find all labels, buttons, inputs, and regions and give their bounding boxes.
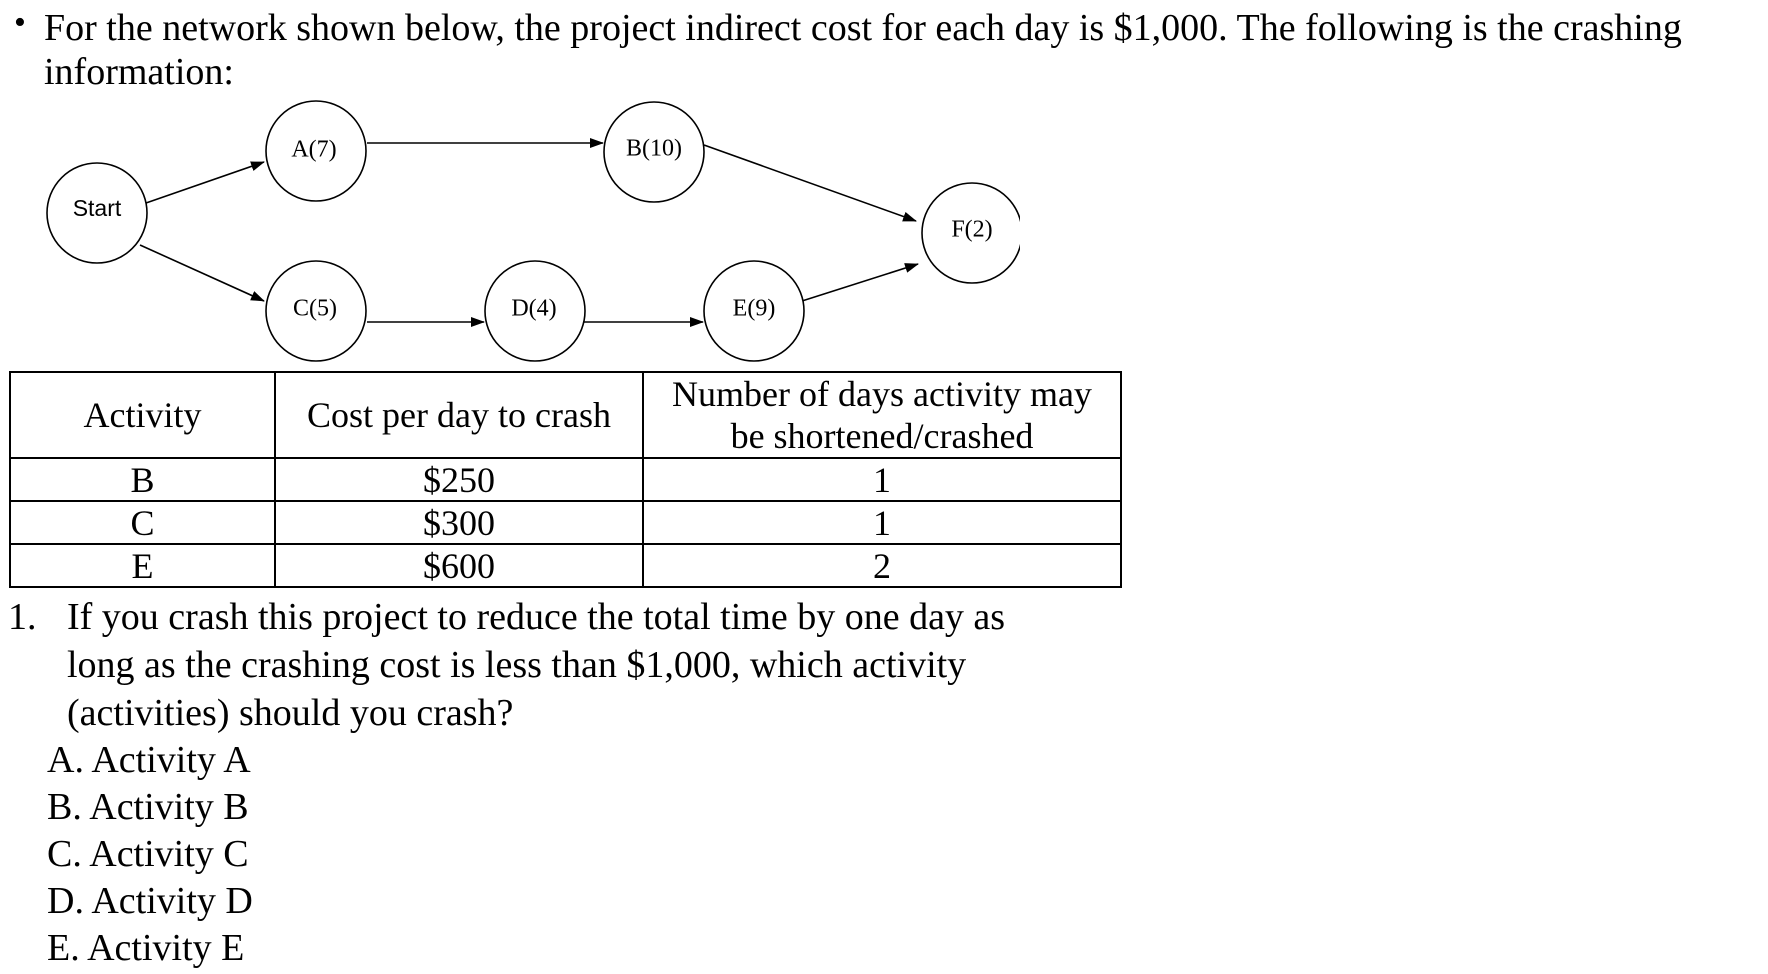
cell-days: 1 — [643, 501, 1121, 544]
option-c[interactable]: C. Activity C — [47, 833, 249, 875]
edge-start-c — [140, 245, 264, 301]
option-e[interactable]: E. Activity E — [47, 927, 245, 969]
crashing-table — [9, 371, 1122, 588]
cell-cost: $600 — [275, 544, 643, 587]
node-c-label: C(5) — [293, 295, 337, 322]
node-d-label: D(4) — [511, 295, 557, 322]
cell-days: 2 — [643, 544, 1121, 587]
intro-line-2: information: — [44, 51, 234, 93]
cell-activity: B — [10, 458, 275, 501]
question-line-1: If you crash this project to reduce the total time by one day as — [67, 596, 1006, 638]
project-network-diagram — [0, 95, 1020, 365]
cell-activity: C — [10, 501, 275, 544]
node-a-label: A(7) — [291, 136, 337, 163]
node-a — [266, 101, 366, 201]
table-row — [10, 458, 1121, 501]
header-days-line-2: be shortened/crashed — [730, 416, 1034, 456]
edge-e-f — [802, 264, 918, 301]
cell-cost: $250 — [275, 458, 643, 501]
edge-b-f — [704, 145, 916, 221]
header-activity: Activity — [10, 372, 275, 458]
edge-start-a — [146, 162, 264, 203]
node-d — [485, 261, 585, 361]
cell-cost: $300 — [275, 501, 643, 544]
question-line-2: long as the crashing cost is less than $1,000, which activity — [67, 644, 967, 686]
node-b-label: B(10) — [626, 135, 682, 162]
cell-days: 1 — [643, 458, 1121, 501]
node-start-label: Start — [72, 195, 122, 222]
header-days-crashable — [643, 372, 1121, 458]
bullet-icon: • — [14, 4, 26, 41]
table-header-row — [10, 372, 1121, 458]
intro-line-1: For the network shown below, the project indirect cost for each day is $1,000. The following is the crashing — [44, 7, 1682, 49]
question-number: 1. — [8, 596, 37, 638]
table-row — [10, 544, 1121, 587]
option-d[interactable]: D. Activity D — [47, 880, 253, 922]
node-b — [604, 102, 704, 202]
node-f — [922, 183, 1020, 283]
question-line-3: (activities) should you crash? — [67, 692, 514, 734]
node-e — [704, 261, 804, 361]
node-c — [266, 261, 366, 361]
node-f-label: F(2) — [951, 216, 993, 243]
answer-options — [47, 736, 253, 971]
table-row — [10, 501, 1121, 544]
cell-activity: E — [10, 544, 275, 587]
header-days-line-1: Number of days activity may — [672, 374, 1092, 414]
option-b[interactable]: B. Activity B — [47, 786, 249, 828]
node-start — [47, 163, 147, 263]
option-a[interactable]: A. Activity A — [47, 739, 251, 781]
header-cost-per-day: Cost per day to crash — [275, 372, 643, 458]
node-e-label: E(9) — [732, 295, 776, 322]
